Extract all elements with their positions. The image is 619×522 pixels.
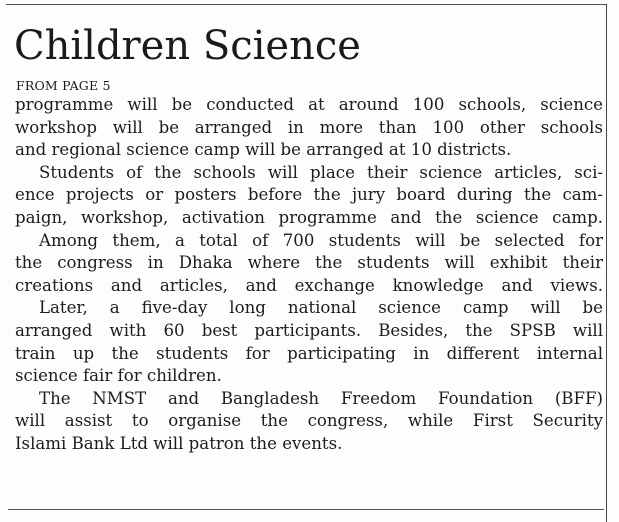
body-line: ence projects or posters before the jury board during the cam- (15, 185, 603, 205)
body-line: programme will be conducted at around 100 schools, science (15, 95, 603, 114)
body-line: Students of the schools will place their science articles, sci- (39, 162, 603, 182)
column-rule (606, 4, 607, 522)
body-line: will assist to organise the congress, while First Security (15, 411, 603, 431)
body-line: science fair for children. (15, 366, 222, 386)
body-line: Islami Bank Ltd will patron the events. (15, 433, 343, 453)
body-line: Later, a five-day long national science camp will be (39, 298, 603, 318)
jump-label: FROM PAGE 5 (16, 78, 111, 93)
body-line: arranged with 60 best participants. Besides, the SPSB will (15, 320, 603, 340)
body-line: The NMST and Bangladesh Freedom Foundation (BFF) (39, 388, 603, 408)
article-body (15, 94, 603, 456)
body-line: Among them, a total of 700 students will be selected for (39, 230, 603, 250)
bottom-rule (8, 509, 604, 510)
body-line: and regional science camp will be arranged at 10 districts. (15, 140, 512, 160)
body-line: the congress in Dhaka where the students will exhibit their (15, 253, 603, 273)
body-line: train up the students for participating in different internal (15, 343, 603, 363)
body-line: creations and articles, and exchange knowledge and views. (15, 275, 603, 295)
body-line: paign, workshop, activation programme and the science camp. (15, 207, 603, 227)
body-line: workshop will be arranged in more than 100 other schools (15, 117, 603, 137)
top-rule (6, 4, 606, 5)
headline: Children Science (14, 23, 361, 69)
